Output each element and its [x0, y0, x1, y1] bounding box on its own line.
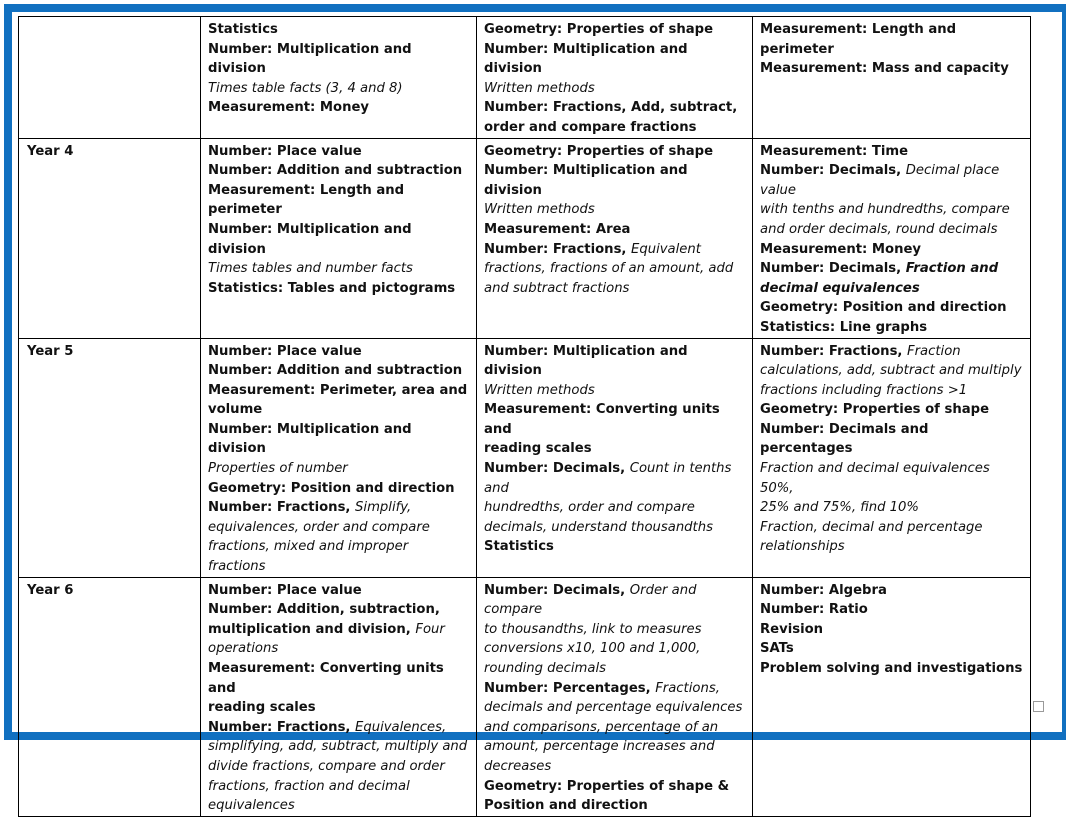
cell-line — [208, 737, 469, 757]
cell-line — [760, 220, 1023, 240]
cell-line — [760, 400, 1023, 420]
cell-line — [760, 200, 1023, 220]
cell-line — [484, 142, 745, 162]
cell-line — [208, 659, 469, 698]
topic-text: Measurement: Perimeter, area and — [208, 382, 468, 398]
topic-text: Number: Decimals, — [484, 582, 630, 598]
detail-text: Fraction and decimal equivalences 50%, — [760, 461, 990, 496]
cell-line — [208, 181, 469, 220]
detail-text: with tenths and hundredths, compare — [760, 202, 1010, 218]
cell-line — [760, 620, 1023, 640]
topic-text: SATs — [760, 641, 794, 657]
cell-line — [484, 757, 745, 777]
detail-text: Written methods — [484, 202, 595, 218]
topic-text: Number: Decimals, — [760, 261, 906, 277]
topic-text: Geometry: Properties of shape — [484, 22, 714, 37]
curriculum-table — [18, 16, 1031, 817]
detail-text: and subtract fractions — [484, 280, 630, 296]
cell-line — [484, 581, 745, 620]
detail-text: Four — [415, 621, 445, 637]
table-resize-handle[interactable] — [1033, 701, 1044, 712]
term-2-cell — [477, 577, 753, 816]
topic-text: Measurement: Money — [208, 100, 370, 116]
term-3-cell — [753, 138, 1031, 338]
cell-line — [760, 498, 1023, 518]
cell-line — [484, 279, 745, 299]
cell-line — [760, 259, 1023, 279]
cell-line — [484, 439, 745, 459]
cell-line — [208, 698, 469, 718]
term-3-cell — [753, 577, 1031, 816]
year-cell — [19, 17, 201, 139]
cell-line — [484, 659, 745, 679]
topic-text: Number: Multiplication and division — [208, 221, 412, 257]
term-1-cell — [201, 17, 477, 139]
topic-text: Measurement: Length and perimeter — [760, 22, 957, 57]
topic-text: Number: Decimals, — [760, 163, 906, 179]
year-cell: Year 6 — [19, 577, 201, 816]
detail-text: decimals, understand thousandths — [484, 519, 713, 535]
detail-text: equivalences, order and compare — [208, 519, 430, 535]
cell-line — [208, 620, 469, 640]
detail-text: Times tables and number facts — [208, 261, 413, 277]
topic-text: Number: Place value — [208, 343, 362, 359]
detail-text: fractions, fraction and decimal — [208, 778, 410, 794]
detail-text: Count in tenths and — [484, 461, 732, 496]
term-3-cell — [753, 17, 1031, 139]
cell-line — [208, 279, 469, 299]
topic-text: Number: Fractions, — [208, 719, 356, 735]
cell-line — [208, 777, 469, 797]
topic-text: Geometry: Properties of shape — [760, 402, 990, 418]
topic-text: Number: Decimals, — [484, 461, 630, 477]
cell-line — [208, 400, 469, 420]
detail-text: operations — [208, 641, 279, 657]
topic-text: Revision — [760, 621, 824, 637]
cell-line — [208, 757, 469, 777]
cell-line — [484, 698, 745, 718]
detail-text: Properties of number — [208, 461, 348, 477]
detail-text: rounding decimals — [484, 661, 607, 676]
table-row — [19, 17, 1031, 139]
topic-text: reading scales — [208, 700, 316, 716]
cell-line — [208, 220, 469, 259]
detail-text: to thousandths, link to measures — [484, 621, 702, 637]
topic-text: Geometry: Properties of shape & — [484, 778, 730, 794]
topic-text: Number: Place value — [208, 143, 362, 159]
detail-text: Equivalent — [631, 241, 701, 257]
topic-text: Number: Percentages, — [484, 680, 656, 696]
cell-line — [208, 639, 469, 659]
topic-text: Geometry: Position and direction — [208, 480, 455, 496]
cell-line — [208, 479, 469, 499]
topic-text: Number: Multiplication and division — [208, 41, 412, 77]
detail-text: and order decimals, round decimals — [760, 221, 998, 237]
cell-line — [760, 537, 1023, 557]
detail-text: calculations, add, subtract and multiply — [760, 363, 1022, 379]
detail-text: conversions x10, 100 and 1,000, — [484, 641, 701, 657]
table-row — [19, 138, 1031, 338]
detail-text: Written methods — [484, 382, 595, 398]
cell-line — [484, 98, 745, 118]
cell-line — [484, 777, 745, 797]
year-cell: Year 4 — [19, 138, 201, 338]
page-border — [4, 4, 1066, 814]
topic-text: reading scales — [484, 441, 592, 457]
topic-text: Measurement: Length and perimeter — [208, 182, 405, 218]
topic-text: Number: Multiplication and division — [208, 421, 412, 457]
cell-line — [760, 161, 1023, 200]
topic-text: Number: Addition and subtraction — [208, 163, 463, 179]
detail-text: Fraction — [907, 343, 961, 359]
detail-text: relationships — [760, 539, 845, 555]
detail-text: Times table facts (3, 4 and 8) — [208, 80, 403, 96]
detail-text: Fraction, decimal and percentage — [760, 519, 983, 535]
topic-text: Statistics: Tables and pictograms — [208, 280, 456, 296]
cell-line — [484, 342, 745, 381]
cell-line — [760, 459, 1023, 498]
detail-text: hundredths, order and compare — [484, 500, 695, 516]
cell-line — [760, 659, 1023, 679]
cell-line — [484, 639, 745, 659]
detail-text: fractions including fractions >1 — [760, 382, 968, 398]
cell-line — [208, 342, 469, 362]
detail-text: Simplify, — [355, 500, 412, 516]
detail-text: Fractions, — [655, 680, 720, 696]
cell-line — [760, 342, 1023, 362]
cell-line — [760, 361, 1023, 381]
term-1-cell — [201, 138, 477, 338]
topic-text: Problem solving and investigations — [760, 661, 1023, 676]
cell-line — [484, 40, 745, 79]
cell-line — [760, 279, 1023, 299]
detail-text: and comparisons, percentage of an — [484, 719, 719, 735]
cell-line — [208, 98, 469, 118]
cell-line — [484, 620, 745, 640]
topic-text: Geometry: Properties of shape — [484, 143, 714, 159]
topic-text: Measurement: Converting units and — [208, 661, 444, 696]
topic-text: Statistics — [208, 22, 278, 37]
topic-text: Number: Multiplication and division — [484, 343, 688, 379]
detail-text: fractions, fractions of an amount, add — [484, 261, 734, 277]
cell-line — [760, 600, 1023, 620]
cell-line — [208, 718, 469, 738]
cell-line — [760, 518, 1023, 538]
term-2-cell — [477, 17, 753, 139]
detail-text: 25% and 75%, find 10% — [760, 500, 919, 516]
topic-text: Position and direction — [484, 798, 648, 814]
topic-text: Number: Fractions, — [760, 343, 908, 359]
topic-text: Number: Multiplication and division — [484, 163, 688, 198]
topic-text: Number: Algebra — [760, 582, 887, 598]
cell-line — [760, 420, 1023, 459]
cell-line — [760, 240, 1023, 260]
topic-text: Number: Addition and subtraction — [208, 363, 463, 379]
table-row — [19, 577, 1031, 816]
topic-text: Number: Fractions, — [208, 500, 356, 516]
term-3-cell — [753, 338, 1031, 577]
cell-line — [484, 161, 745, 200]
cell-line — [484, 259, 745, 279]
topic-text: Number: Fractions, Add, subtract, — [484, 100, 738, 116]
cell-line — [484, 118, 745, 138]
cell-line — [760, 581, 1023, 601]
detail-text: Equivalences, — [355, 719, 447, 735]
cell-line — [208, 459, 469, 479]
cell-line — [484, 20, 745, 40]
detail-text: Written methods — [484, 80, 595, 96]
cell-line — [484, 400, 745, 439]
cell-line — [484, 200, 745, 220]
cell-line — [484, 498, 745, 518]
cell-line — [208, 40, 469, 79]
cell-line — [760, 142, 1023, 162]
topic-text: decimal equivalences — [760, 280, 920, 296]
cell-line — [760, 639, 1023, 659]
cell-line — [484, 381, 745, 401]
cell-line — [208, 361, 469, 381]
detail-text: divide fractions, compare and order — [208, 758, 445, 774]
topic-text: multiplication and division, — [208, 621, 416, 637]
topic-text: Measurement: Area — [484, 221, 631, 237]
cell-line — [760, 59, 1023, 79]
term-2-cell — [477, 138, 753, 338]
topic-text: order and compare fractions — [484, 119, 697, 135]
topic-text: Number: Fractions, — [484, 241, 632, 257]
cell-line — [484, 459, 745, 498]
topic-text: Number: Addition, subtraction, — [208, 602, 440, 618]
topic-text: volume — [208, 402, 263, 418]
cell-line — [208, 79, 469, 99]
cell-line — [484, 79, 745, 99]
topic-text: Number: Decimals and percentages — [760, 421, 929, 457]
detail-text: Order and compare — [484, 582, 697, 618]
topic-text: Measurement: Mass and capacity — [760, 61, 1009, 77]
topic-text: Geometry: Position and direction — [760, 300, 1007, 316]
cell-line — [484, 737, 745, 757]
cell-line — [208, 20, 469, 40]
topic-text: Statistics: Line graphs — [760, 319, 928, 335]
cell-line — [208, 381, 469, 401]
topic-text: Measurement: Money — [760, 241, 922, 257]
cell-line — [484, 220, 745, 240]
cell-line — [484, 518, 745, 538]
cell-line — [208, 161, 469, 181]
topic-text: Number: Multiplication and division — [484, 41, 688, 77]
topic-text: Number: Place value — [208, 582, 362, 598]
detail-text: amount, percentage increases and — [484, 739, 715, 755]
topic-text: Number: Ratio — [760, 602, 868, 618]
cell-line — [208, 796, 469, 816]
cell-line — [208, 518, 469, 538]
detail-text: decreases — [484, 758, 552, 774]
detail-text: simplifying, add, subtract, multiply and — [208, 739, 468, 755]
detail-text: fractions, mixed and improper fractions — [208, 539, 409, 575]
cell-line — [208, 420, 469, 459]
cell-line — [208, 498, 469, 518]
cell-line — [760, 318, 1023, 338]
topic-text: Measurement: Converting units and — [484, 402, 720, 437]
cell-line — [208, 537, 469, 576]
cell-line — [208, 142, 469, 162]
cell-line — [208, 259, 469, 279]
table-row — [19, 338, 1031, 577]
detail-text: Decimal place value — [760, 163, 1000, 198]
year-cell: Year 5 — [19, 338, 201, 577]
topic-text: Fraction and — [905, 261, 999, 277]
term-1-cell — [201, 338, 477, 577]
cell-line — [484, 240, 745, 260]
cell-line — [208, 581, 469, 601]
cell-line — [484, 796, 745, 816]
cell-line — [484, 679, 745, 699]
topic-text: Measurement: Time — [760, 143, 909, 159]
cell-line — [484, 537, 745, 557]
topic-text: Statistics — [484, 539, 554, 555]
cell-line — [484, 718, 745, 738]
term-1-cell — [201, 577, 477, 816]
detail-text: equivalences — [208, 798, 295, 814]
cell-line — [208, 600, 469, 620]
cell-line — [760, 20, 1023, 59]
term-2-cell — [477, 338, 753, 577]
cell-line — [760, 298, 1023, 318]
detail-text: decimals and percentage equivalences — [484, 700, 743, 716]
cell-line — [760, 381, 1023, 401]
